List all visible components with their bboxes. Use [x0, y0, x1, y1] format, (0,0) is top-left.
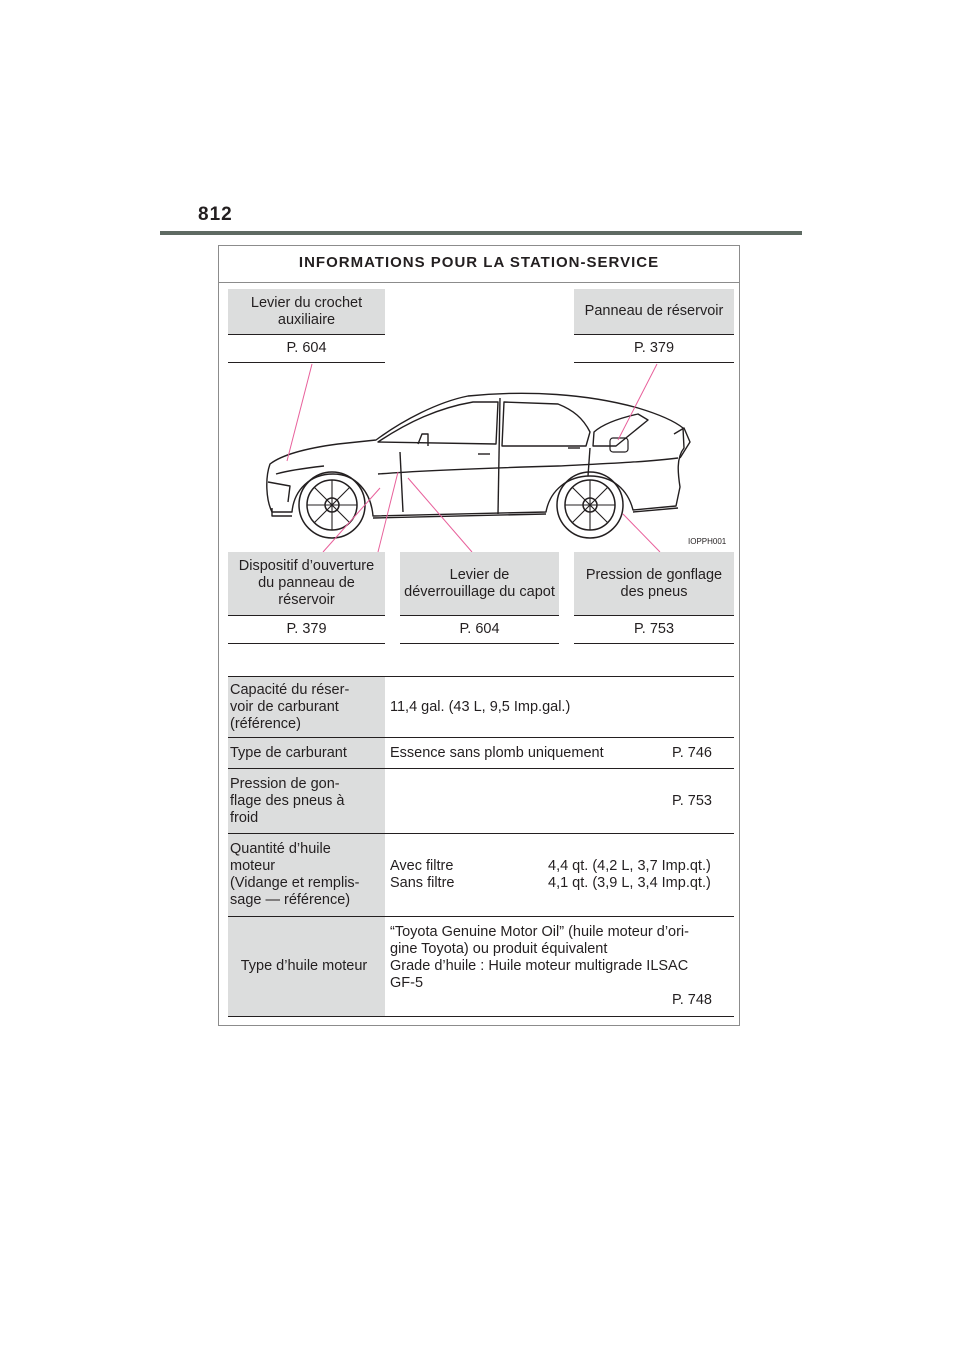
oil-without-filter-label: Sans filtre [390, 875, 455, 891]
label-line: froid [230, 809, 259, 826]
label-line: Quantité d’huile [230, 841, 331, 857]
row-label [228, 834, 385, 916]
row-label [228, 769, 385, 833]
label-line: moteur [230, 858, 276, 874]
callout-ref: P. 753 [574, 616, 734, 644]
callout-tire-pressure [574, 552, 734, 644]
page-ref: P. 748 [671, 992, 712, 1008]
callout-hook-lever [228, 289, 385, 363]
callout-label: Panneau de réservoir [574, 289, 734, 335]
fuel-type-value: Essence sans plomb uniquement [390, 744, 604, 761]
header-rule [160, 231, 802, 235]
oil-with-filter-value: 4,4 qt. (4,2 L, 3,7 Imp.qt.) [548, 858, 711, 874]
callout-fuel-door-opener [228, 552, 385, 644]
callout-ref: P. 379 [228, 616, 385, 644]
row-label: Type de carburant [228, 738, 385, 768]
row-value [385, 917, 734, 1016]
car-illustration [228, 362, 733, 550]
table-row [228, 677, 734, 738]
label-line: (référence) [230, 715, 301, 732]
callout-label: Dispositif d’ouverture du panneau de réservoir [228, 552, 385, 616]
page-ref: P. 746 [671, 744, 712, 761]
label-line: voir de carburant [230, 698, 339, 715]
label-line: flage des pneus à [230, 792, 345, 809]
label-line: Pression de gon- [230, 775, 340, 792]
row-value [385, 834, 734, 916]
callout-ref: P. 604 [400, 616, 559, 644]
label-line: (Vidange et remplis- [230, 875, 360, 891]
oil-type-line: Grade d’huile : Huile moteur multigrade ILSAC [390, 958, 689, 974]
callout-label: Levier du crochet auxiliaire [228, 289, 385, 335]
spec-table [228, 676, 734, 1017]
oil-without-filter [390, 875, 712, 892]
row-label: Type d’huile moteur [228, 917, 385, 1016]
page-number: 812 [198, 204, 233, 225]
section-title: INFORMATIONS POUR LA STATION-SERVICE [218, 245, 740, 283]
oil-type-line: gine Toyota) ou produit équivalent [390, 941, 608, 957]
callout-hood-release [400, 552, 559, 644]
row-value [385, 738, 734, 768]
oil-type-line: GF-5 [390, 975, 424, 991]
figure-code: IOPPH001 [688, 537, 727, 546]
callout-fuel-door [574, 289, 734, 363]
label-line: Capacité du réser- [230, 681, 350, 698]
row-value: 11,4 gal. (43 L, 9,5 Imp.gal.) [390, 698, 571, 715]
oil-type-line: “Toyota Genuine Motor Oil” (huile moteur d’ori- [390, 924, 689, 940]
row-label [228, 677, 385, 737]
row-value [385, 769, 734, 833]
page-ref: P. 753 [671, 792, 712, 809]
oil-with-filter [390, 858, 712, 875]
table-row [228, 917, 734, 1017]
table-row [228, 738, 734, 769]
label-line: sage — référence) [230, 892, 351, 908]
table-row [228, 834, 734, 917]
table-row [228, 769, 734, 834]
callout-ref: P. 379 [574, 335, 734, 363]
oil-without-filter-value: 4,1 qt. (3,9 L, 3,4 Imp.qt.) [548, 875, 711, 891]
callout-label: Pression de gonflage des pneus [574, 552, 734, 616]
callout-label: Levier de déverrouillage du capot [400, 552, 559, 616]
oil-with-filter-label: Avec filtre [390, 858, 454, 874]
callout-ref: P. 604 [228, 335, 385, 363]
